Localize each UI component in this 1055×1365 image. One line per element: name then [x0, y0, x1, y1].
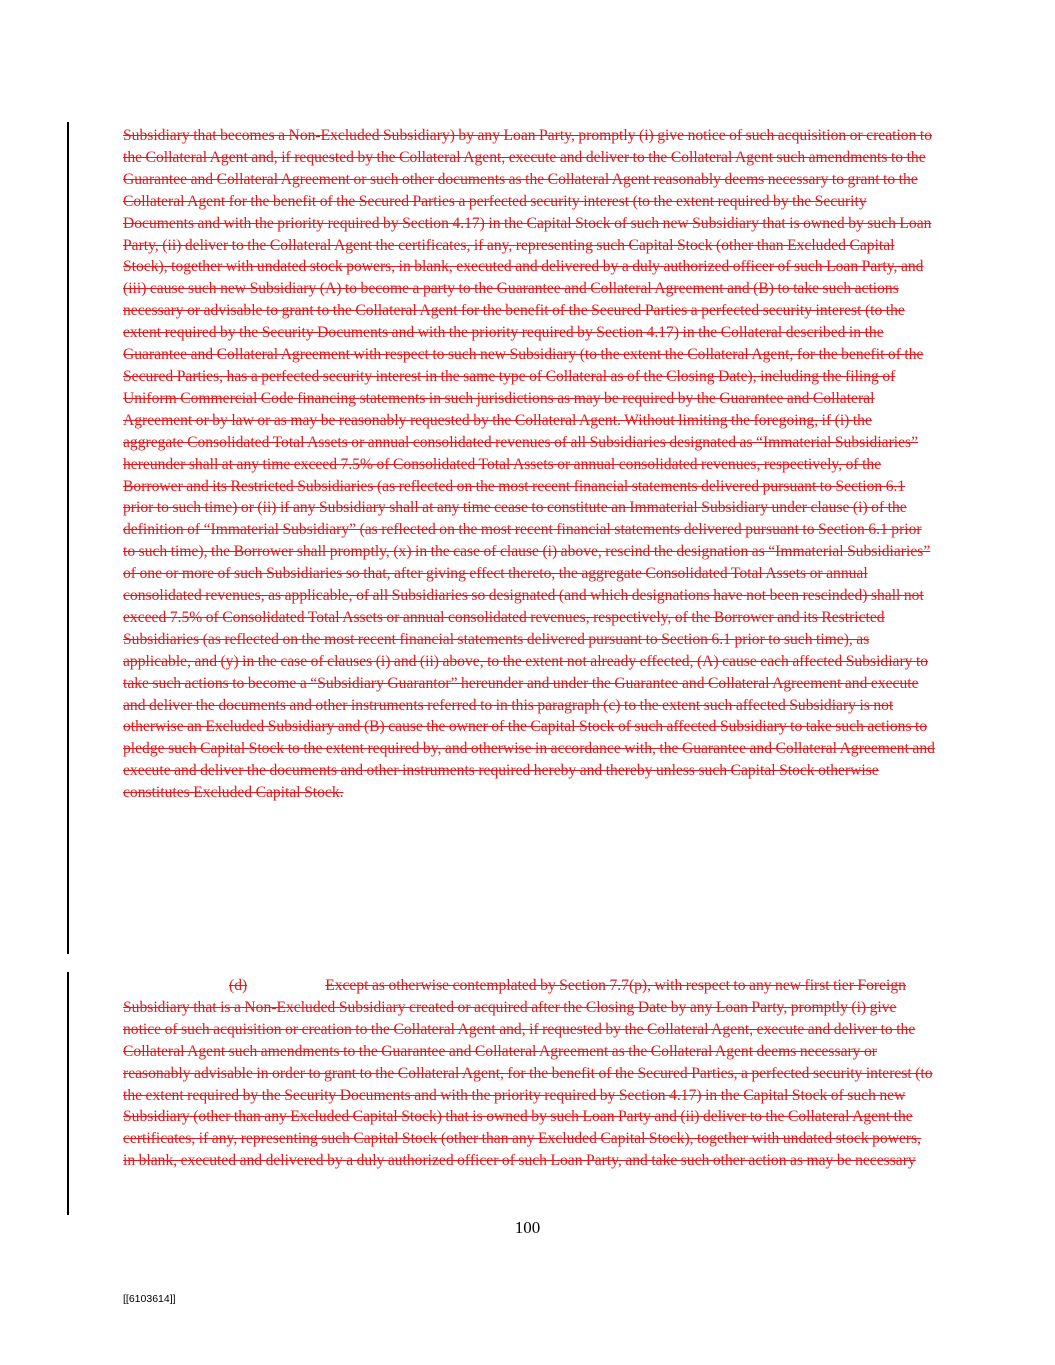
paragraph-d-text: Except as otherwise contemplated by Section 7.7(p), with respect to any new first tier Foreign Subsidiary that is a Non-Excluded Subsidiary created or acquired after the Closing Date by any Loan Party, promptly (i) give notice of such acquisition or creation to the Collateral Agent and, if requested by the Collateral Agent, execute and deliver to the Collateral Agent such amendments to the Guarantee and Collateral Agreement as the Collateral Agent deems necessary or reasonably advisable in order to grant to the Collateral Agent, for the benefit of the Secured Parties, a perfected security interest (to the extent required by the Security Documents and with the priority required by Section 4.17) in the Capital Stock of such new Subsidiary (other than any Excluded Capital Stock) that is owned by such Loan Party and (ii) deliver to the Collateral Agent the certificates, if any, representing such Capital Stock (other than any Excluded Capital Stock), together with undated stock powers, in blank, executed and delivered by a duly authorized officer of such Loan Party, and take such other action as may be necessary — [123, 977, 933, 1170]
paragraph-d-label: (d) — [229, 977, 248, 994]
page-number: 100 — [514, 1218, 541, 1237]
change-bar-bottom — [67, 972, 69, 1215]
paragraph-c-continued: Subsidiary that becomes a Non-Excluded Subsidiary) by any Loan Party, promptly (i) give notice of such acquisition or creation to the Collateral Agent and, if requested by the Collateral Agent, execute and deliver to the Collateral Agent such amendments to the Guarantee and Collateral Agreement or such other documents as the Collateral Agent reasonably deems necessary to grant to the Collateral Agent for the benefit of the Secured Parties a perfected security interest (to the extent required by the Security Documents and with the priority required by Section 4.17) in the Capital Stock of such new Subsidiary that is owned by such Loan Party, (ii) deliver to the Collateral Agent the certificates, if any, representing such Capital Stock (other than Excluded Capital Stock), together with undated stock powers, in blank, executed and delivered by a duly authorized officer of such Loan Party, and (iii) cause such new Subsidiary (A) to become a party to the Guarantee and Collateral Agreement and (B) to take such actions necessary or advisable to grant to the Collateral Agent for the benefit of the Secured Parties a perfected security interest (to the extent required by the Security Documents and with the priority required by Section 4.17) in the Collateral described in the Guarantee and Collateral Agreement with respect to such new Subsidiary (to the extent the Collateral Agent, for the benefit of the Secured Parties, has a perfected security interest in the same type of Collateral as of the Closing Date), including the filing of Uniform Commercial Code financing statements in such jurisdictions as may be required by the Guarantee and Collateral Agreement or by law or as may be reasonably requested by the Collateral Agent. Without limiting the foregoing, if (i) the aggregate Consolidated Total Assets or annual consolidated revenues of all Subsidiaries designated as “Immaterial Subsidiaries” hereunder shall at any time exceed 7.5% of Consolidated Total Assets or annual consolidated revenues, respectively, of the Borrower and its Restricted Subsidiaries (as reflected on the most recent financial statements delivered pursuant to Section 6.1 prior to such time) or (ii) if any Subsidiary shall at any time cease to constitute an Immaterial Subsidiary under clause (i) of the definition of “Immaterial Subsidiary” (as reflected on the most recent financial statements delivered pursuant to Section 6.1 prior to such time), the Borrower shall promptly, (x) in the case of clause (i) above, rescind the designation as “Immaterial Subsidiaries” of one or more of such Subsidiaries so that, after giving effect thereto, the aggregate Consolidated Total Assets or annual consolidated revenues, as applicable, of all Subsidiaries so designated (and which designations have not been rescinded) shall not exceed 7.5% of Consolidated Total Assets or annual consolidated revenues, respectively, of the Borrower and its Restricted Subsidiaries (as reflected on the most recent financial statements delivered pursuant to Section 6.1 prior to such time), as applicable, and (y) in the case of clauses (i) and (ii) above, to the extent not already effected, (A) cause each affected Subsidiary to take such actions to become a “Subsidiary Guarantor” hereunder and under the Guarantee and Collateral Agreement and execute and deliver the documents and other instruments referred to in this paragraph (c) to the extent such affected Subsidiary is not otherwise an Excluded Subsidiary and (B) cause the owner of the Capital Stock of such affected Subsidiary to take such actions to pledge such Capital Stock to the extent required by, and otherwise in accordance with, the Guarantee and Collateral Agreement and execute and deliver the documents and other instruments required hereby and thereby unless such Capital Stock otherwise constitutes Excluded Capital Stock. — [123, 127, 935, 802]
document-id: [[6103614]] — [123, 1293, 176, 1305]
paragraph-d — [123, 975, 935, 1172]
change-bar-top — [67, 122, 69, 954]
